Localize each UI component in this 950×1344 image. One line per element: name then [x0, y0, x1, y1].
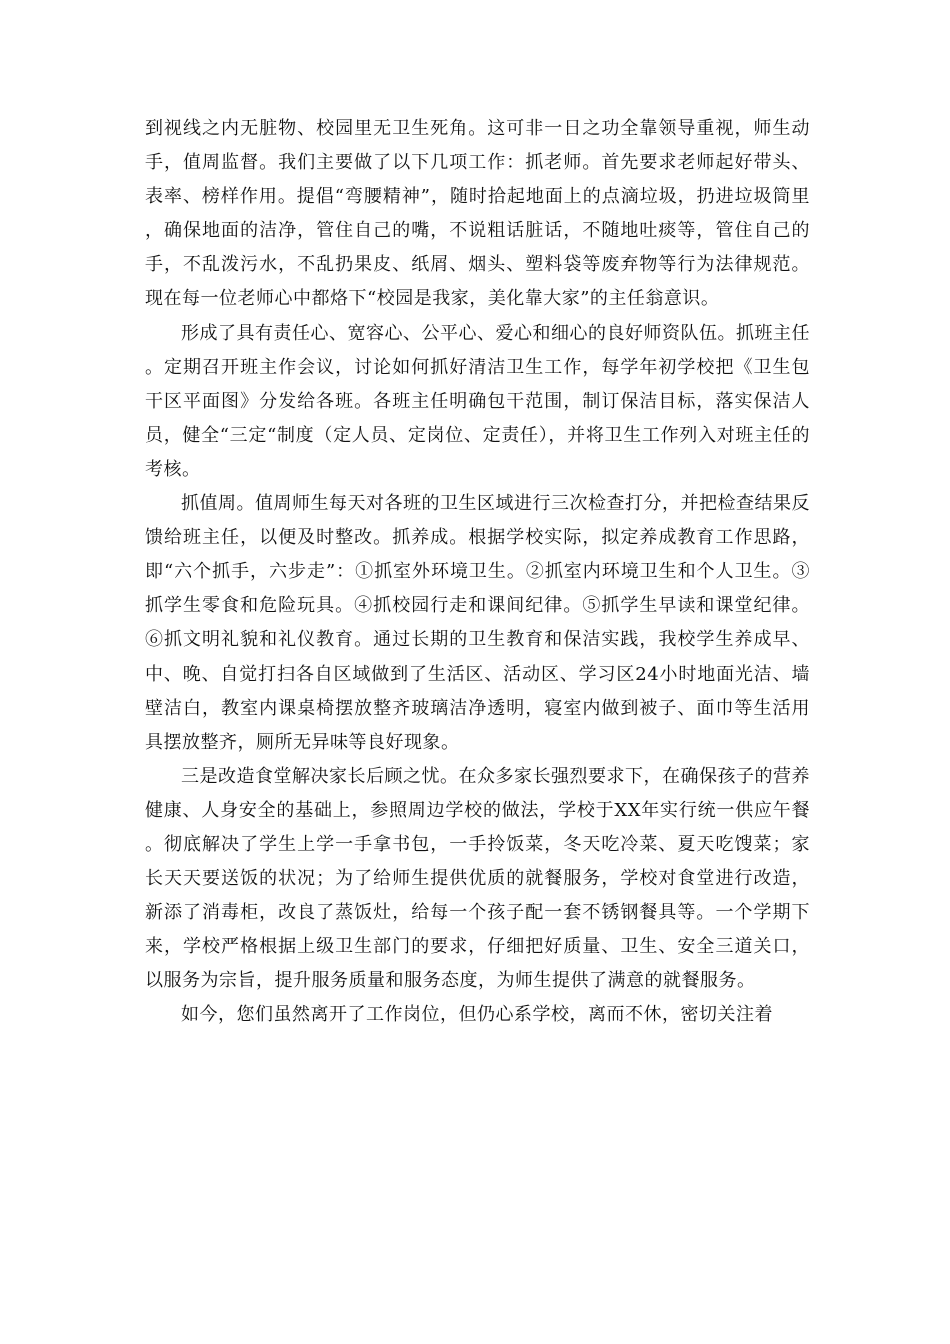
body-text [145, 112, 810, 1033]
paragraph-1: 到视线之内无脏物、校园里无卫生死角。这可非一日之功全靠领导重视，师生动手，值周监督。我们主要做了以下几项工作：抓老师。首先要求老师起好带头、表率、榜样作用。提倡“弯腰精神”，随时拾起地面上的点滴垃圾，扔进垃圾筒里，确保地面的洁净，管住自己的嘴，不说粗话脏话，不随地吐痰等，管住自己的手，不乱泼污水，不乱扔果皮、纸屑、烟头、塑料袋等废弃物等行为法律规范。现在每一位老师心中都烙下“校园是我家，美化靠大家”的主任翁意识。 [145, 118, 810, 310]
paragraph-3: 抓值周。值周师生每天对各班的卫生区域进行三次检查打分，并把检查结果反馈给班主任，以便及时整改。抓养成。根据学校实际，拟定养成教育工作思路，即“六个抓手，六步走”：①抓室外环境卫生。②抓室内环境卫生和个人卫生。③抓学生零食和危险玩具。④抓校园行走和课间纪律。⑤抓学生早读和课堂纪律。⑥抓文明礼貌和礼仪教育。通过长期的卫生教育和保洁实践，我校学生养成早、中、晚、自觉打扫各自区域做到了生活区、活动区、学习区24小时地面光洁、墙壁洁白，教室内课桌椅摆放整齐玻璃洁净透明，寝室内做到被子、面巾等生活用具摆放整齐，厕所无异味等良好现象。 [145, 493, 810, 753]
paragraph-2: 形成了具有责任心、宽容心、公平心、爱心和细心的良好师资队伍。抓班主任。定期召开班主作会议，讨论如何抓好清洁卫生工作，每学年初学校把《卫生包干区平面图》分发给各班。各班主任明确包干范围，制订保洁目标，落实保洁人员，健全“三定“制度（定人员、定岗位、定责任），并将卫生工作列入对班主任的考核。 [145, 322, 810, 480]
paragraph-5: 如今，您们虽然离开了工作岗位，但仍心系学校，离而不休，密切关注着 [181, 1004, 773, 1026]
paragraph-4: 三是改造食堂解决家长后顾之忧。在众多家长强烈要求下，在确保孩子的营养健康、人身安全的基础上，参照周边学校的做法，学校于XX年实行统一供应午餐。彻底解决了学生上学一手拿书包，一手拎饭菜，冬天吃冷菜、夏天吃馊菜；家长天天要送饭的状况；为了给师生提供优质的就餐服务，学校对食堂进行改造，新添了消毒柜，改良了蒸饭灶，给每一个孩子配一套不锈钢餐具等。一个学期下来，学校严格根据上级卫生部门的要求，仔细把好质量、卫生、安全三道关口，以服务为宗旨，提升服务质量和服务态度，为师生提供了满意的就餐服务。 [145, 765, 810, 992]
